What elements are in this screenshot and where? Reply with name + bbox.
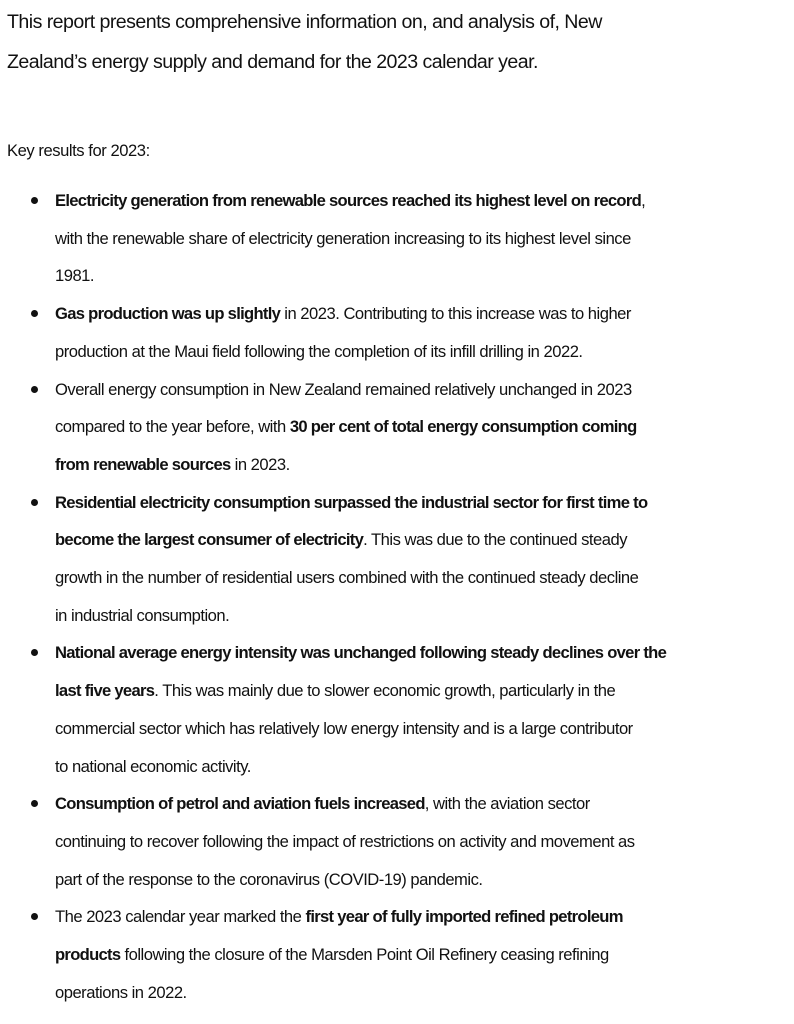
text: operations in 2022. (55, 982, 187, 1002)
text: continuing to recover following the impact of restrictions on activity and movement as (55, 831, 635, 851)
text-line (55, 521, 794, 559)
bold-text: 30 per cent of total energy consumption coming (289, 417, 637, 437)
bold-text: Gas production was up slightly (55, 304, 281, 324)
bold-text: last five years (55, 681, 155, 701)
text: growth in the number of residential users combined with the continued steady decline (55, 568, 639, 588)
key-result-item (0, 785, 794, 898)
text: . This was due to the continued steady (363, 530, 628, 550)
text-line (55, 371, 794, 409)
bold-text: products (55, 945, 121, 965)
text-line (55, 710, 794, 748)
text-line (55, 785, 794, 823)
bold-text: from renewable sources (55, 454, 231, 474)
intro-line: Zealand’s energy supply and demand for the 2023 calendar year. (7, 51, 538, 73)
bold-text: National average energy intensity was unchanged following steady declines over the (55, 643, 667, 663)
text: 1981. (55, 266, 95, 286)
bold-text: become the largest consumer of electricity (55, 530, 364, 550)
text-line (55, 295, 794, 333)
key-result-item (0, 371, 794, 484)
text: with the renewable share of electricity generation increasing to its highest level since (55, 228, 631, 248)
text-line (55, 182, 794, 220)
bullet-icon (31, 499, 38, 506)
text: in industrial consumption. (55, 605, 230, 625)
text: following the closure of the Marsden Point Oil Refinery ceasing refining (120, 945, 609, 965)
text-line (55, 446, 794, 484)
text: commercial sector which has relatively low energy intensity and is a large contributor (55, 718, 633, 738)
text-line (55, 257, 794, 295)
bold-text: Consumption of petrol and aviation fuels increased (55, 794, 425, 814)
bullet-icon (31, 800, 38, 807)
text-line (55, 974, 794, 1012)
intro-paragraph (7, 2, 794, 82)
text: to national economic activity. (55, 756, 251, 776)
text-line (55, 408, 794, 446)
key-result-item (0, 898, 794, 1011)
text: production at the Maui field following the completion of its infill drilling in 2022. (55, 341, 583, 361)
text-line (55, 823, 794, 861)
bullet-icon (31, 386, 38, 393)
bullet-icon (31, 913, 38, 920)
key-result-item (0, 182, 794, 295)
bold-text: first year of fully imported refined petroleum (305, 907, 623, 927)
text-line (55, 559, 794, 597)
key-result-item (0, 295, 794, 370)
text-line (55, 333, 794, 371)
text: compared to the year before, with (55, 417, 290, 437)
text: The 2023 calendar year marked the (55, 907, 306, 927)
intro-line: This report presents comprehensive information on, and analysis of, New (7, 11, 602, 33)
key-results-list (0, 182, 794, 1011)
bullet-icon (31, 649, 38, 656)
text-line (55, 220, 794, 258)
text-line (55, 484, 794, 522)
text-line (55, 597, 794, 635)
key-result-item (0, 634, 794, 785)
text-line (55, 861, 794, 899)
text-line (55, 936, 794, 974)
text: Overall energy consumption in New Zealand remained relatively unchanged in 2023 (55, 379, 632, 399)
bold-text: Electricity generation from renewable sources reached its highest level on record (55, 191, 642, 210)
key-result-item (0, 484, 794, 635)
text: part of the response to the coronavirus (COVID-19) pandemic. (55, 869, 483, 889)
bullet-icon (31, 197, 38, 204)
text: in 2023. Contributing to this increase was to higher (280, 304, 631, 324)
text-line (55, 898, 794, 936)
text-line (55, 634, 794, 672)
key-results-heading: Key results for 2023: (7, 141, 150, 160)
text: , (641, 191, 646, 210)
text: , with the aviation sector (424, 794, 590, 814)
text: . This was mainly due to slower economic growth, particularly in the (154, 681, 616, 701)
text-line (55, 672, 794, 710)
text-line (55, 748, 794, 786)
bullet-icon (31, 310, 38, 317)
bold-text: Residential electricity consumption surpassed the industrial sector for first time to (55, 492, 648, 512)
text: in 2023. (230, 454, 290, 474)
